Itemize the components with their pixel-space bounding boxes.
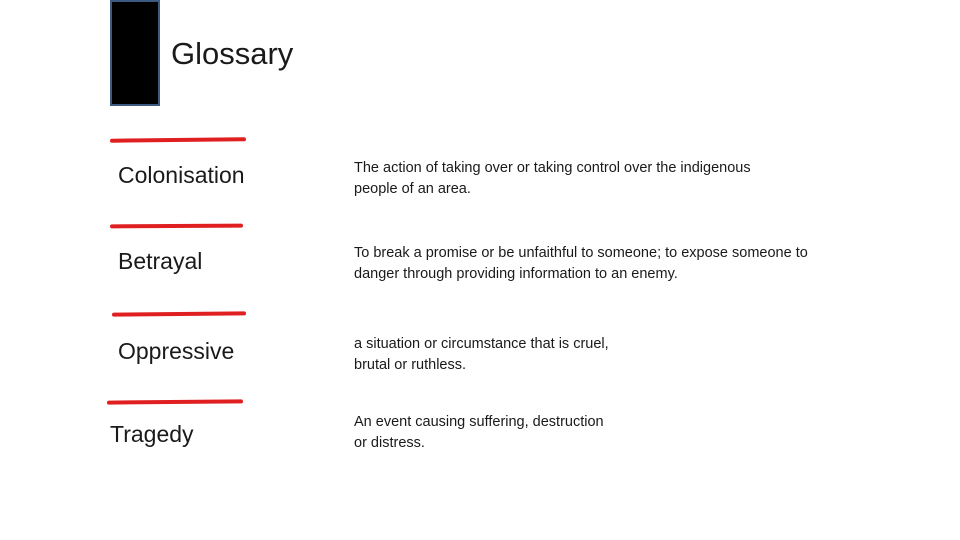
definition-line: or distress. xyxy=(354,435,425,451)
term-underline-betrayal xyxy=(110,224,243,229)
definition-line: An event causing suffering, destruction xyxy=(354,414,604,430)
definition-line: To break a promise or be unfaithful to someone; to expose someone to xyxy=(354,245,808,261)
definition-line: people of an area. xyxy=(354,181,471,197)
term-betrayal: Betrayal xyxy=(118,248,203,274)
term-colonisation: Colonisation xyxy=(118,162,245,188)
definition-line: danger through providing information to an enemy. xyxy=(354,266,678,282)
definition-colonisation xyxy=(354,158,894,200)
definition-oppressive xyxy=(354,334,894,376)
term-tragedy: Tragedy xyxy=(110,421,194,447)
term-underline-tragedy xyxy=(107,399,243,404)
title-accent-block xyxy=(110,0,160,106)
definition-tragedy xyxy=(354,412,894,454)
page-title: Glossary xyxy=(171,36,294,71)
term-oppressive: Oppressive xyxy=(118,338,235,364)
definition-betrayal xyxy=(354,243,894,285)
definition-line: a situation or circumstance that is cruel, xyxy=(354,336,609,352)
definition-line: The action of taking over or taking control over the indigenous xyxy=(354,160,751,176)
term-underline-colonisation xyxy=(110,137,246,142)
term-underline-oppressive xyxy=(112,311,246,316)
definition-line: brutal or ruthless. xyxy=(354,357,467,373)
